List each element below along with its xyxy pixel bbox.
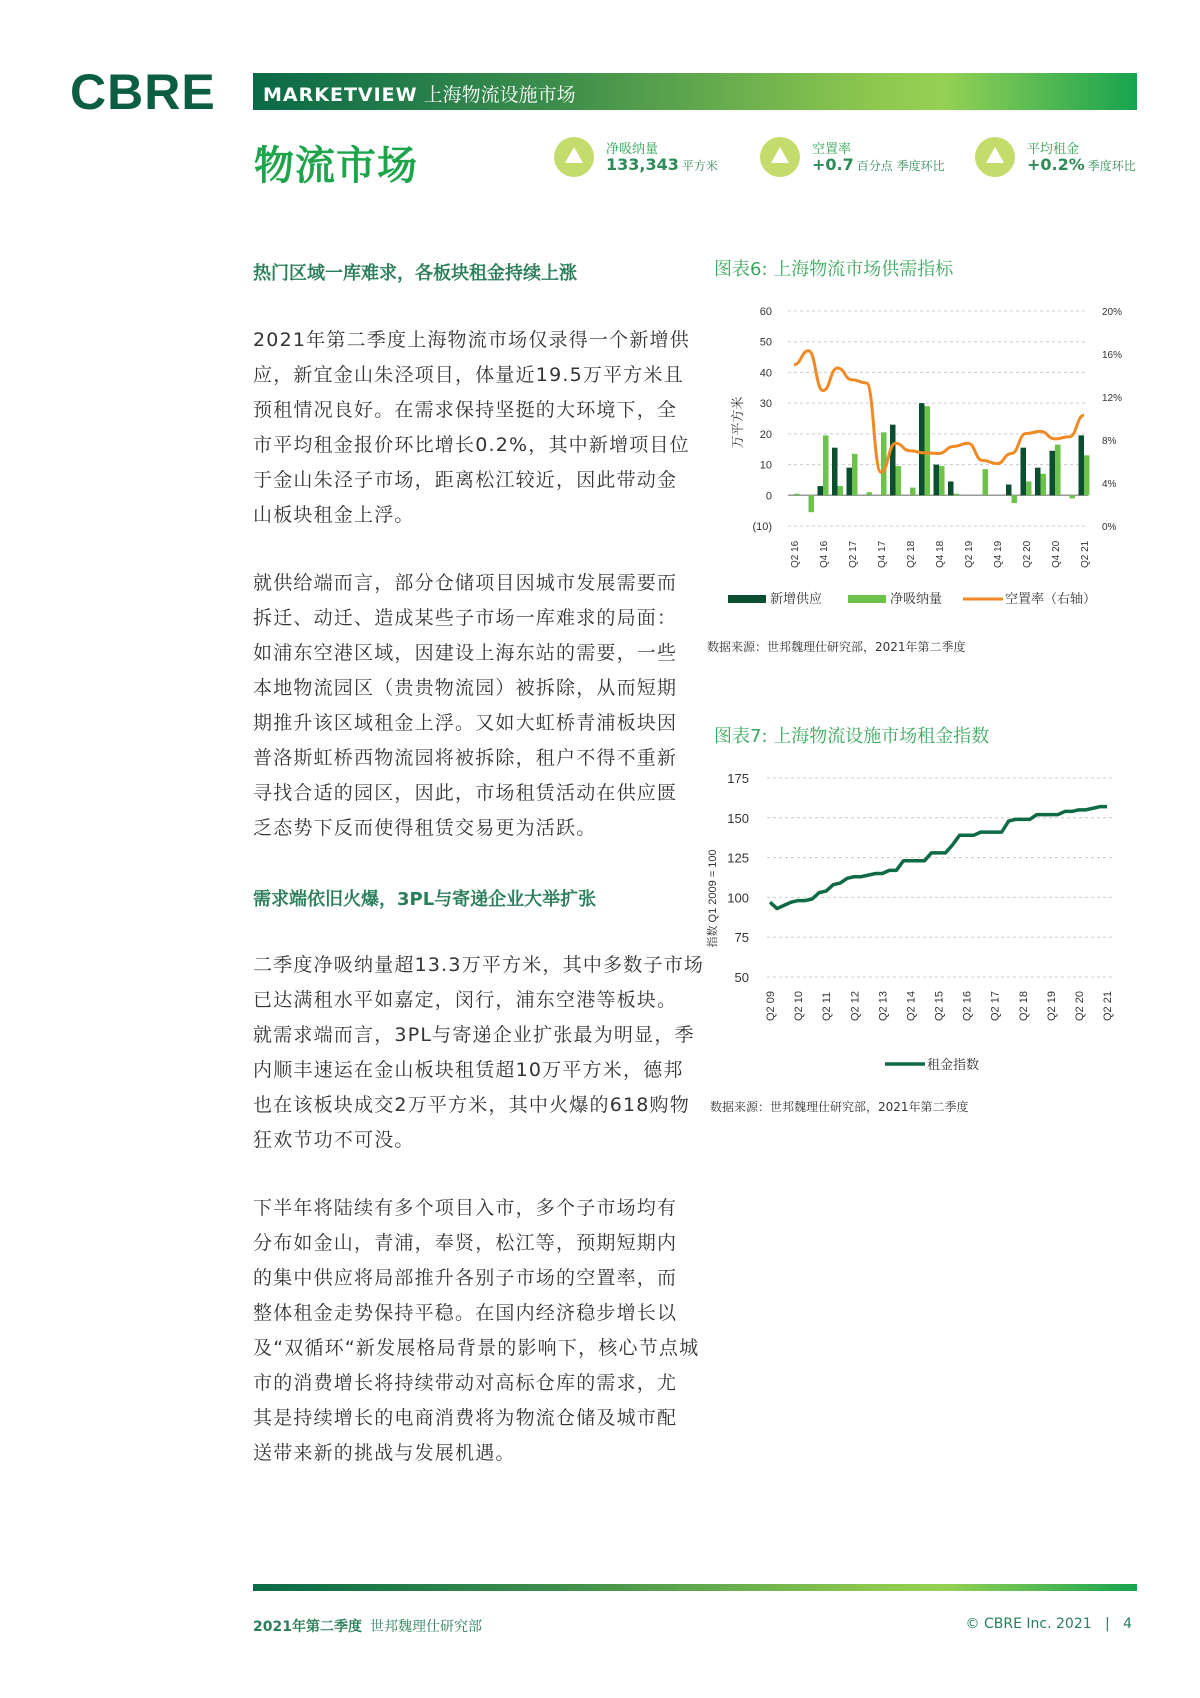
text-line: 市的消费增长将持续带动对高标仓库的需求，尤 <box>253 1372 678 1394</box>
bar-net-absorption <box>1026 481 1032 495</box>
x-tick-label: Q2 17 <box>989 991 1002 1021</box>
value: 133,343 <box>606 155 679 174</box>
bar-new-supply <box>1035 468 1041 496</box>
bar-net-absorption <box>838 486 844 495</box>
text-line: 普洛斯虹桥西物流园将被拆除，租户不得不重新 <box>253 747 678 769</box>
bar-net-absorption <box>867 492 873 495</box>
y-tick-label: 150 <box>727 810 749 826</box>
text-line: 乏态势下反而使得租赁交易更为活跃。 <box>253 817 597 839</box>
header-banner <box>253 73 1137 110</box>
y2-tick-label: 12% <box>1102 393 1123 404</box>
legend-label: 租金指数 <box>927 1057 980 1072</box>
bar-net-absorption <box>852 454 858 495</box>
legend-label: 净吸纳量 <box>890 591 943 606</box>
bar-new-supply <box>890 425 896 496</box>
text-line: 其是持续增长的电商消费将为物流仓储及城市配 <box>253 1407 678 1429</box>
footer-bar <box>253 1584 1137 1591</box>
copyright: © CBRE Inc. 2021 <box>965 1616 1092 1632</box>
x-tick-label: Q2 15 <box>933 991 946 1021</box>
bar-net-absorption <box>809 495 815 512</box>
paragraph-1 <box>253 323 693 533</box>
bar-new-supply <box>832 448 838 496</box>
bar-new-supply <box>1021 448 1027 496</box>
unit: 季度环比 <box>1087 159 1136 173</box>
bar-net-absorption <box>954 494 960 496</box>
bar-net-absorption <box>983 469 989 495</box>
text-line: 如浦东空港区域，因建设上海东站的需要，一些 <box>253 642 678 664</box>
text-line: 也在该板块成交2万平方米，其中火爆的618购物 <box>253 1094 690 1116</box>
x-tick-label: Q4 20 <box>1051 540 1062 568</box>
bar-net-absorption <box>1070 495 1076 498</box>
text-line: 内顺丰速运在金山板块租赁超10万平方米，德邦 <box>253 1059 684 1081</box>
chart6-source: 数据来源：世邦魏理仕研究部，2021年第二季度 <box>707 640 966 654</box>
text-line: 山板块租金上浮。 <box>253 504 415 526</box>
bar-net-absorption <box>910 488 916 496</box>
x-tick-label: Q4 19 <box>993 540 1004 568</box>
y-tick-label: 50 <box>759 336 772 349</box>
y2-tick-label: 20% <box>1102 307 1123 318</box>
paragraph-2 <box>253 566 693 846</box>
y2-tick-label: 8% <box>1102 436 1117 447</box>
text-line: 下半年将陆续有多个项目入市，多个子市场均有 <box>253 1197 678 1219</box>
text-line: 本地物流园区（贵贵物流园）被拆除，从而短期 <box>253 677 678 699</box>
text-line: 狂欢节功不可没。 <box>253 1129 415 1151</box>
bar-new-supply <box>1050 451 1056 496</box>
text-line: 寻找合适的园区，因此，市场租赁活动在供应匮 <box>253 782 678 804</box>
y-tick-label: 100 <box>727 890 749 906</box>
x-tick-label: Q4 16 <box>819 540 830 568</box>
value: +0.7 <box>812 155 854 174</box>
y-tick-label: 30 <box>759 398 772 411</box>
bar-net-absorption <box>925 406 931 495</box>
x-tick-label: Q2 11 <box>821 991 834 1021</box>
bar-net-absorption <box>896 466 902 495</box>
x-tick-label: Q4 18 <box>935 540 946 568</box>
trend-up-icon <box>760 137 800 177</box>
trend-up-icon <box>975 137 1015 177</box>
bar-net-absorption <box>1084 455 1090 495</box>
legend-swatch <box>848 595 886 603</box>
text-line: 送带来新的挑战与发展机遇。 <box>253 1442 516 1464</box>
y-tick-label: 40 <box>759 367 772 380</box>
footer-left <box>253 1616 482 1636</box>
bar-net-absorption <box>1041 474 1047 496</box>
x-tick-label: Q2 16 <box>961 991 974 1021</box>
x-tick-label: Q2 10 <box>793 991 806 1021</box>
bar-net-absorption <box>939 466 945 495</box>
bar-new-supply <box>1006 485 1012 496</box>
report-title: 上海物流设施市场 <box>423 84 576 106</box>
supply-demand-chart <box>700 280 1160 620</box>
y-axis-title: 指数 Q1 2009 = 100 <box>707 849 719 948</box>
page-number: 4 <box>1123 1616 1132 1632</box>
x-tick-label: Q4 17 <box>877 540 888 568</box>
text-line: 于金山朱泾子市场，距离松江较近，因此带动金 <box>253 469 678 491</box>
y2-tick-label: 4% <box>1102 479 1117 490</box>
text-line: 应，新宜金山朱泾项目，体量近19.5万平方米且 <box>253 364 684 386</box>
unit: 百分点 季度环比 <box>856 159 945 173</box>
bar-net-absorption <box>1012 495 1018 503</box>
y-tick-label: 75 <box>734 930 749 946</box>
y-tick-label: 10 <box>759 459 772 472</box>
x-tick-label: Q2 18 <box>906 540 917 568</box>
chart7-source: 数据来源：世邦魏理仕研究部，2021年第二季度 <box>710 1100 969 1114</box>
footer-period: 2021年第二季度 <box>253 1619 362 1635</box>
footer-dept: 世邦魏理仕研究部 <box>369 1619 482 1635</box>
footer-right <box>966 1616 1132 1632</box>
paragraph-4 <box>253 1191 700 1471</box>
text-line: 及“双循环“新发展格局背景的影响下，核心节点城 <box>253 1337 700 1359</box>
unit: 平方米 <box>681 159 718 173</box>
x-tick-label: Q2 17 <box>848 540 859 568</box>
y2-tick-label: 16% <box>1102 350 1123 361</box>
x-tick-label: Q2 18 <box>1017 991 1030 1021</box>
bar-new-supply <box>934 465 940 496</box>
bar-net-absorption <box>1055 445 1061 496</box>
text-line: 就需求端而言，3PL与寄递企业扩张最为明显，季 <box>253 1024 695 1046</box>
indicator-label: 净吸纳量 <box>606 142 659 157</box>
bar-net-absorption <box>794 494 800 496</box>
y2-tick-label: 0% <box>1102 522 1117 533</box>
bar-new-supply <box>1079 435 1085 495</box>
x-tick-label: Q2 12 <box>849 991 862 1021</box>
indicator-value <box>606 155 718 174</box>
text-line: 2021年第二季度上海物流市场仅录得一个新增供 <box>253 329 690 351</box>
x-tick-label: Q2 13 <box>877 991 890 1021</box>
separator: | <box>1105 1616 1110 1632</box>
y-tick-label: 0 <box>765 490 772 503</box>
indicator-value <box>812 155 945 174</box>
legend-label: 新增供应 <box>770 591 823 606</box>
bar-new-supply <box>919 403 925 495</box>
legend-swatch <box>728 595 766 603</box>
x-tick-label: Q2 14 <box>905 991 918 1021</box>
indicator-value <box>1027 155 1136 174</box>
y-tick-label: 20 <box>759 428 772 441</box>
y-tick-label: 50 <box>734 970 749 985</box>
text-line: 拆迁、动迁、造成某些子市场一库难求的局面： <box>253 607 678 629</box>
indicator-label: 平均租金 <box>1027 142 1080 157</box>
x-tick-label: Q2 21 <box>1102 991 1114 1021</box>
text-line: 二季度净吸纳量超13.3万平方米，其中多数子市场 <box>253 954 705 976</box>
text-line: 就供给端而言，部分仓储项目因城市发展需要而 <box>253 572 678 594</box>
bar-net-absorption <box>823 435 829 495</box>
chart6-title: 图表6: 上海物流市场供需指标 <box>714 259 954 280</box>
legend-label: 空置率（右轴） <box>1005 591 1097 606</box>
brand-label: MARKETVIEW <box>263 84 418 106</box>
value: +0.2% <box>1027 155 1085 174</box>
x-tick-label: Q2 19 <box>964 540 975 568</box>
trend-up-icon <box>554 137 594 177</box>
text-line: 已达满租水平如嘉定，闵行，浦东空港等板块。 <box>253 989 678 1011</box>
y-tick-label: 60 <box>759 306 772 318</box>
bar-new-supply <box>948 481 954 495</box>
text-line: 的集中供应将局部推升各别子市场的空置率，而 <box>253 1267 678 1289</box>
x-tick-label: Q2 16 <box>790 540 801 568</box>
text-line: 整体租金走势保持平稳。在国内经济稳步增长以 <box>253 1302 678 1324</box>
text-line: 分布如金山，青浦，奉贤，松江等，预期短期内 <box>253 1232 678 1254</box>
y-tick-label: 175 <box>727 771 749 786</box>
cbre-logo: CBRE <box>70 64 216 120</box>
bar-new-supply <box>818 486 824 495</box>
y-tick-label: 125 <box>727 850 749 866</box>
chart7-title: 图表7: 上海物流设施市场租金指数 <box>714 726 990 747</box>
page-title: 物流市场 <box>254 143 418 189</box>
x-tick-label: Q2 20 <box>1073 991 1086 1021</box>
x-tick-label: Q2 21 <box>1080 540 1091 568</box>
rent-index-chart <box>700 750 1160 1090</box>
y-tick-label: (10) <box>752 521 772 533</box>
x-tick-label: Q2 20 <box>1022 540 1033 568</box>
x-tick-label: Q2 19 <box>1045 991 1058 1021</box>
header-title <box>263 80 576 107</box>
bar-new-supply <box>847 468 853 496</box>
y-axis-title: 万平方米 <box>730 396 745 449</box>
section-heading-1: 热门区域一库难求，各板块租金持续上涨 <box>253 263 577 284</box>
text-line: 期推升该区域租金上浮。又如大虹桥青浦板块因 <box>253 712 678 734</box>
section-heading-2: 需求端依旧火爆，3PL与寄递企业大举扩张 <box>253 889 597 910</box>
paragraph-3 <box>253 948 705 1158</box>
indicator-label: 空置率 <box>812 142 852 157</box>
x-tick-label: Q2 09 <box>765 991 777 1021</box>
text-line: 预租情况良好。在需求保持坚挺的大环境下，全 <box>253 399 678 421</box>
text-line: 市平均租金报价环比增长0.2%，其中新增项目位 <box>253 434 690 456</box>
